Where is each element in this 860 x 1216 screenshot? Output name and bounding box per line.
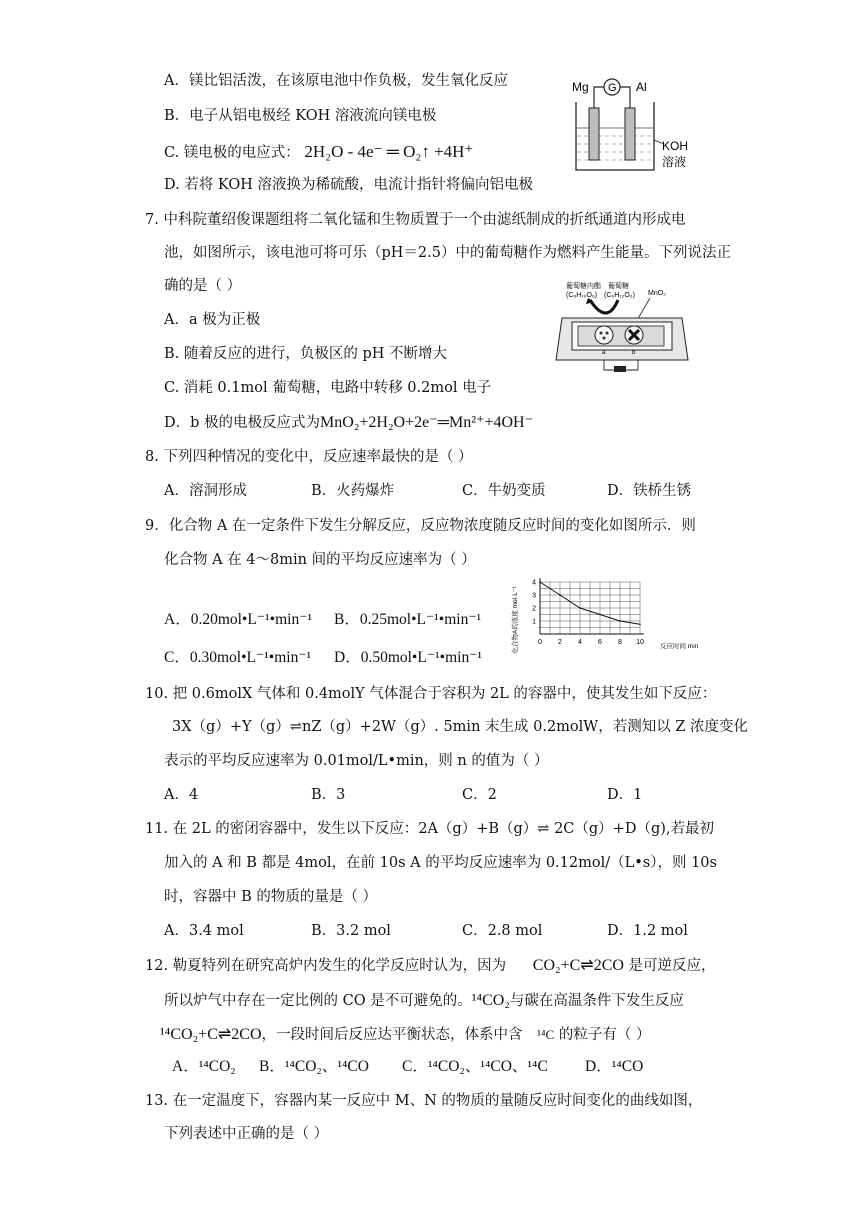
q8-stem: 8. 下列四种情况的变化中，反应速率最快的是（ ） bbox=[145, 449, 473, 465]
q10-stem-line2: 3X（g）+Y（g）⇌nZ（g）+2W（g）. 5min 末生成 0.2molW，若测知以 Z 浓度变化 bbox=[172, 719, 748, 735]
q9-concentration-chart bbox=[506, 572, 706, 666]
q6-option-b: B．电子从铝电极经 KOH 溶液流向镁电极 bbox=[164, 108, 437, 124]
chart-data-point bbox=[639, 623, 641, 625]
chart-x-tick-label: 10 bbox=[636, 639, 644, 646]
chart-data-point bbox=[599, 614, 601, 616]
chart-x-tick-label: 6 bbox=[598, 639, 602, 646]
q11-stem-line1: 11. 在 2L 的密闭容器中，发生以下反应：2A（g）+B（g）⇌ 2C（g）+D（g),若最初 bbox=[145, 821, 714, 837]
q9-stem-line2: 化合物 A 在 4～8min 间的平均反应速率为（ ） bbox=[164, 552, 476, 568]
al-electrode bbox=[625, 108, 635, 160]
q7-fig-lactone-formula: (C₆H₁₀O₆) bbox=[566, 292, 598, 299]
chart-y-tick-label: 1 bbox=[532, 618, 536, 626]
chart-x-tick-label: 4 bbox=[578, 639, 582, 646]
q6-fig-g-label: G bbox=[608, 82, 617, 94]
q11-stem-line3: 时，容器中 B 的物质的量是（ ） bbox=[164, 889, 377, 905]
q12-stem-line2-a: 所以炉气中存在一定比例的 CO 是不可避免的。 bbox=[164, 993, 472, 1009]
q7-option-b: B. 随着反应的进行，负极区的 pH 不断增大 bbox=[164, 346, 448, 362]
q8-option-c: C．牛奶变质 bbox=[462, 483, 546, 499]
chart-y-tick-label: 4 bbox=[532, 579, 536, 587]
q7-stem-line3: 确的是（ ） bbox=[164, 278, 242, 294]
q7-fig-electrode-a: a bbox=[602, 350, 606, 356]
q11-option-b: B．3.2 mol bbox=[311, 923, 391, 939]
q12-formula-3: ¹⁴CO₂+C⇌2CO bbox=[160, 1026, 262, 1043]
chart-data-point bbox=[579, 607, 581, 609]
q7-option-c: C. 消耗 0.1mol 葡萄糖，电路中转移 0.2mol 电子 bbox=[164, 380, 492, 396]
q12-stem-line1-a: 12. 勒夏特列在研究高炉内发生的化学反应时认为，因为 bbox=[145, 958, 507, 974]
q7-stem-line1: 7. 中科院董绍俊课题组将二氧化锰和生物质置于一个由滤纸制成的折纸通道内形成电 bbox=[145, 212, 686, 228]
q6-option-c bbox=[164, 142, 473, 163]
q6-option-a: A．镁比铝活泼，在该原电池中作负极，发生氧化反应 bbox=[164, 73, 508, 89]
q12-stem-line1-b: 是可逆反应， bbox=[628, 958, 716, 974]
q6-fig-koh-label: KOH bbox=[662, 139, 689, 153]
q10-option-a: A．4 bbox=[164, 787, 199, 803]
q7-option-a: A．a 极为正极 bbox=[164, 312, 261, 328]
q7-battery-figure bbox=[552, 278, 692, 378]
q12-stem-line3-a: ，一段时间后反应达平衡状态，体系中含 bbox=[261, 1027, 523, 1043]
q6-fig-al-label: Al bbox=[636, 80, 647, 94]
q9-option-b: B．0.25mol•L⁻¹•min⁻¹ bbox=[334, 611, 482, 628]
chart-x-tick-label: 2 bbox=[558, 639, 562, 646]
q13-stem-line1: 13. 在一定温度下，容器内某一反应中 M、N 的物质的量随反应时间变化的曲线如图， bbox=[145, 1093, 703, 1109]
q12-stem-line3 bbox=[160, 1025, 650, 1045]
q12-formula-2: ¹⁴CO₂ bbox=[471, 992, 510, 1009]
q12-option-c: C．¹⁴CO₂、¹⁴CO、¹⁴C bbox=[402, 1058, 548, 1075]
q13-stem-line2: 下列表述中正确的是（ ） bbox=[164, 1126, 329, 1142]
chart-y-axis-label: 化合物A的浓度 mol·L⁻¹ bbox=[512, 586, 519, 654]
q8-option-b: B．火药爆炸 bbox=[311, 483, 395, 499]
q9-option-d: D．0.50mol•L⁻¹•min⁻¹ bbox=[334, 649, 483, 666]
q11-option-d: D．1.2 mol bbox=[607, 923, 688, 939]
q7-option-d bbox=[164, 413, 533, 433]
chart-data-point bbox=[539, 581, 541, 583]
q12-stem-line2 bbox=[164, 991, 684, 1011]
q6-cell-figure bbox=[566, 70, 706, 180]
q11-stem-line2: 加入的 A 和 B 都是 4mol，在前 10s A 的平均反应速率为 0.12mol/（L•s），则 10s bbox=[164, 855, 717, 871]
q12-stem-line3-b: 的粒子有（ ） bbox=[558, 1027, 651, 1043]
q12-formula-4: ¹⁴C bbox=[537, 1027, 555, 1042]
q6-option-c-formula: 2H₂O - 4e⁻ ═ O₂↑ +4H⁺ bbox=[304, 142, 474, 161]
q7-stem-line2: 池，如图所示，该电池可将可乐（pH＝2.5）中的葡萄糖作为燃料产生能量。下列说法正 bbox=[164, 245, 731, 261]
mg-electrode bbox=[589, 108, 599, 160]
q7-option-d-text: D．b 极的电极反应式为 bbox=[164, 415, 321, 431]
chart-x-tick-label: 0 bbox=[538, 639, 542, 646]
chart-data-point bbox=[619, 620, 621, 622]
q10-stem-line3: 表示的平均反应速率为 0.01mol/L•min，则 n 的值为（ ） bbox=[164, 753, 549, 769]
q11-option-a: A．3.4 mol bbox=[164, 923, 244, 939]
chart-data-point bbox=[559, 594, 561, 596]
q7-fig-mno2: MnO₂ bbox=[648, 290, 666, 297]
q8-option-d: D．铁桥生锈 bbox=[607, 483, 692, 499]
q12-stem-line1 bbox=[145, 956, 716, 976]
q7-fig-glucose: 葡萄糖 bbox=[608, 283, 629, 290]
q7-fig-electrode-b: b bbox=[632, 350, 636, 356]
chart-y-tick-label: 2 bbox=[532, 605, 536, 613]
q10-option-b: B．3 bbox=[311, 787, 346, 803]
q7-option-d-formula: MnO₂+2H₂O+2e⁻═Mn²⁺+4OH⁻ bbox=[320, 414, 534, 431]
q12-option-a: A．¹⁴CO₂ bbox=[172, 1058, 236, 1075]
q12-formula-1: CO₂+C⇌2CO bbox=[532, 957, 624, 974]
q9-stem-line1: 9．化合物 A 在一定条件下发生分解反应，反应物浓度随反应时间的变化如图所示．则 bbox=[145, 518, 696, 534]
q6-fig-mg-label: Mg bbox=[572, 80, 589, 94]
q12-option-d: D．¹⁴CO bbox=[585, 1058, 644, 1075]
chart-y-tick-label: 3 bbox=[532, 592, 536, 600]
q10-option-d: D．1 bbox=[607, 787, 643, 803]
chart-x-tick-label: 8 bbox=[618, 639, 622, 646]
chart-x-axis-label: 反应时间 min bbox=[660, 643, 699, 650]
q7-fig-lactone: 葡萄糖内酯 bbox=[566, 283, 601, 290]
q10-option-c: C．2 bbox=[462, 787, 497, 803]
q6-option-d: D. 若将 KOH 溶液换为稀硫酸，电流计指针将偏向铝电极 bbox=[164, 177, 534, 193]
q6-fig-solution-label: 溶液 bbox=[662, 155, 687, 169]
q9-option-a: A．0.20mol•L⁻¹•min⁻¹ bbox=[164, 611, 313, 628]
q12-stem-line2-b: 与碳在高温条件下发生反应 bbox=[509, 993, 684, 1009]
q8-option-a: A．溶洞形成 bbox=[164, 483, 247, 499]
q10-stem-line1: 10. 把 0.6molX 气体和 0.4molY 气体混合于容积为 2L 的容器中，使其发生如下反应： bbox=[145, 686, 717, 702]
q9-option-c: C．0.30mol•L⁻¹•min⁻¹ bbox=[164, 649, 312, 666]
q6-option-c-text: C. 镁电极的电应式： bbox=[164, 145, 300, 161]
q11-option-c: C．2.8 mol bbox=[462, 923, 543, 939]
q7-fig-glucose-formula: (C₆H₁₂O₆) bbox=[604, 292, 635, 299]
q12-option-b: B．¹⁴CO₂、¹⁴CO bbox=[259, 1058, 369, 1075]
